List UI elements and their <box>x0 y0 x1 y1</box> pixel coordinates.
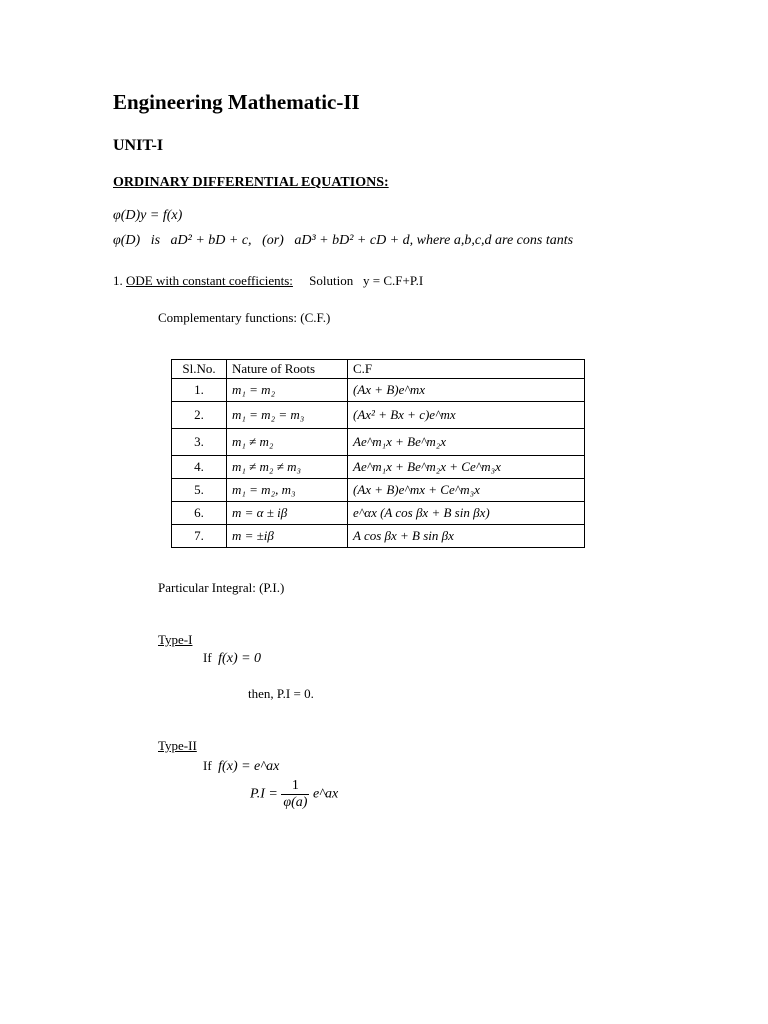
table-row <box>172 379 585 402</box>
page-title: Engineering Mathematic-II <box>113 90 360 114</box>
row-slno: 3. <box>172 429 227 456</box>
quadratic-expr: aD² + bD + c, <box>170 233 252 248</box>
type1-if: If <box>203 650 212 665</box>
row-cf: (Ax + B)e^mx <box>348 379 585 402</box>
solution-expr: y = C.F+P.I <box>363 273 424 288</box>
table-row <box>172 479 585 502</box>
cf-table <box>171 359 585 548</box>
row-roots: m₁ = m₂, m₃ <box>227 479 348 502</box>
type2-condition-line <box>203 758 279 775</box>
ode-label: ODE with constant coefficients: <box>126 273 293 288</box>
or-word: (or) <box>262 233 284 248</box>
unit-heading: UNIT-I <box>113 137 164 154</box>
table-row <box>172 525 585 548</box>
row-cf: (Ax² + Bx + c)e^mx <box>348 402 585 429</box>
table-row <box>172 429 585 456</box>
row-slno: 2. <box>172 402 227 429</box>
type1-condition-line <box>203 650 261 667</box>
row-roots: m = α ± iβ <box>227 502 348 525</box>
row-roots: m₁ ≠ m₂ <box>227 429 348 456</box>
table-row <box>172 502 585 525</box>
cubic-expr: aD³ + bD² + cD + d, <box>294 233 414 248</box>
is-word: is <box>150 233 161 248</box>
row-roots: m = ±iβ <box>227 525 348 548</box>
row-roots: m₁ = m₂ <box>227 379 348 402</box>
pi-fraction <box>281 778 309 811</box>
pi-heading: Particular Integral: (P.I.) <box>158 580 285 595</box>
row-roots: m₁ ≠ m₂ ≠ m₃ <box>227 456 348 479</box>
operator-lhs: φ(D) <box>113 233 141 248</box>
row-slno: 4. <box>172 456 227 479</box>
constants-note: where a,b,c,d are cons tants <box>416 233 574 248</box>
row-cf: Ae^m₁x + Be^m₂x <box>348 429 585 456</box>
row-cf: A cos βx + B sin βx <box>348 525 585 548</box>
solution-word: Solution <box>309 273 354 288</box>
cf-heading: Complementary functions: (C.F.) <box>158 310 331 325</box>
section-heading: ORDINARY DIFFERENTIAL EQUATIONS: <box>113 175 389 190</box>
pi-lhs: P.I = <box>250 786 278 802</box>
pi-factor: e^ax <box>312 786 339 802</box>
ode-line <box>113 273 423 289</box>
row-slno: 1. <box>172 379 227 402</box>
row-cf: Ae^m₁x + Be^m₂x + Ce^m₃x <box>348 456 585 479</box>
row-slno: 7. <box>172 525 227 548</box>
type2-condition: f(x) = e^ax <box>218 759 280 774</box>
row-slno: 6. <box>172 502 227 525</box>
fraction-denominator: φ(a) <box>283 795 308 810</box>
header-cf: C.F <box>348 360 585 379</box>
table-row <box>172 456 585 479</box>
row-cf: e^αx (A cos βx + B sin βx) <box>348 502 585 525</box>
row-slno: 5. <box>172 479 227 502</box>
ode-number: 1. <box>113 273 123 288</box>
type1-condition: f(x) = 0 <box>218 651 262 666</box>
equation-general: φ(D)y = f(x) <box>113 208 183 223</box>
row-roots: m₁ = m₂ = m₃ <box>227 402 348 429</box>
table-header-row <box>172 360 585 379</box>
fraction-numerator: 1 <box>281 778 309 795</box>
type1-label: Type-I <box>158 632 193 647</box>
header-slno: Sl.No. <box>172 360 227 379</box>
type1-result: then, P.I = 0. <box>248 686 314 701</box>
header-roots: Nature of Roots <box>227 360 348 379</box>
type2-label: Type-II <box>158 738 197 753</box>
type2-if: If <box>203 758 212 773</box>
type2-pi-formula <box>250 778 338 811</box>
equation-operator <box>113 233 573 249</box>
row-cf: (Ax + B)e^mx + Ce^m₃x <box>348 479 585 502</box>
table-row <box>172 402 585 429</box>
